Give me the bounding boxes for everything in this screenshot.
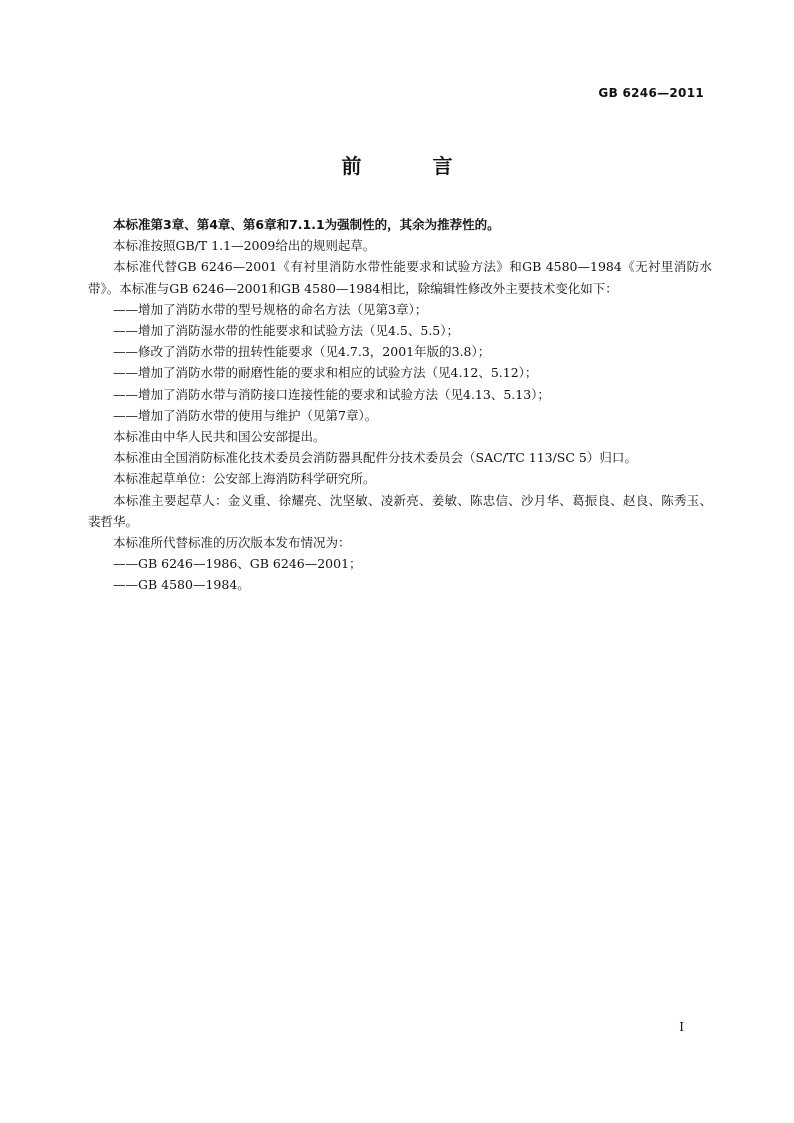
drafting-unit-paragraph: 本标准起草单位：公安部上海消防科学研究所。 [113,471,376,487]
version-history-paragraph: 本标准所代替标准的历次版本发布情况为： [113,535,351,551]
change-item: ——增加了消防水带与消防接口连接性能的要求和试验方法（见4.13、5.13）； [113,386,550,402]
change-item: ——增加了消防湿水带的性能要求和试验方法（见4.5、5.5）； [113,323,460,339]
foreword-body [88,214,712,596]
page-title: 前 言 [341,154,485,178]
change-item: ——增加了消防水带的耐磨性能的要求和相应的试验方法（见4.12、5.12）； [113,365,538,381]
change-item: ——增加了消防水带的使用与维护（见第7章）。 [113,407,378,423]
replacement-paragraph: 本标准代替GB 6246—2001《有衬里消防水带性能要求和试验方法》和GB 4580—1984《无衬里消防水带》。本标准与GB 6246—2001和GB 4580—1984相比，除编辑性修改外主要技术变化如下： [88,259,712,296]
version-history-item: ——GB 4580—1984。 [113,577,250,593]
proposer-paragraph: 本标准由中华人民共和国公安部提出。 [113,429,326,445]
mandatory-clauses-statement: 本标准第3章、第4章、第6章和7.1.1为强制性的，其余为推荐性的。 [113,217,500,232]
version-history-item: ——GB 6246—1986、GB 6246—2001； [113,556,362,572]
page-number: I [679,1020,684,1034]
standard-number: GB 6246—2011 [598,86,704,100]
drafting-rules-paragraph: 本标准按照GB/T 1.1—2009给出的规则起草。 [113,238,376,254]
drafters-paragraph: 本标准主要起草人：金义重、徐耀亮、沈坚敏、凌新亮、姜敏、陈忠信、沙月华、葛振良、赵良、陈秀玉、裴哲华。 [88,492,712,529]
change-item: ——增加了消防水带的型号规格的命名方法（见第3章）； [113,301,428,317]
change-item: ——修改了消防水带的扭转性能要求（见4.7.3，2001年版的3.8）； [113,344,491,360]
committee-paragraph: 本标准由全国消防标准化技术委员会消防器具配件分技术委员会（SAC/TC 113/SC 5）归口。 [113,450,637,466]
